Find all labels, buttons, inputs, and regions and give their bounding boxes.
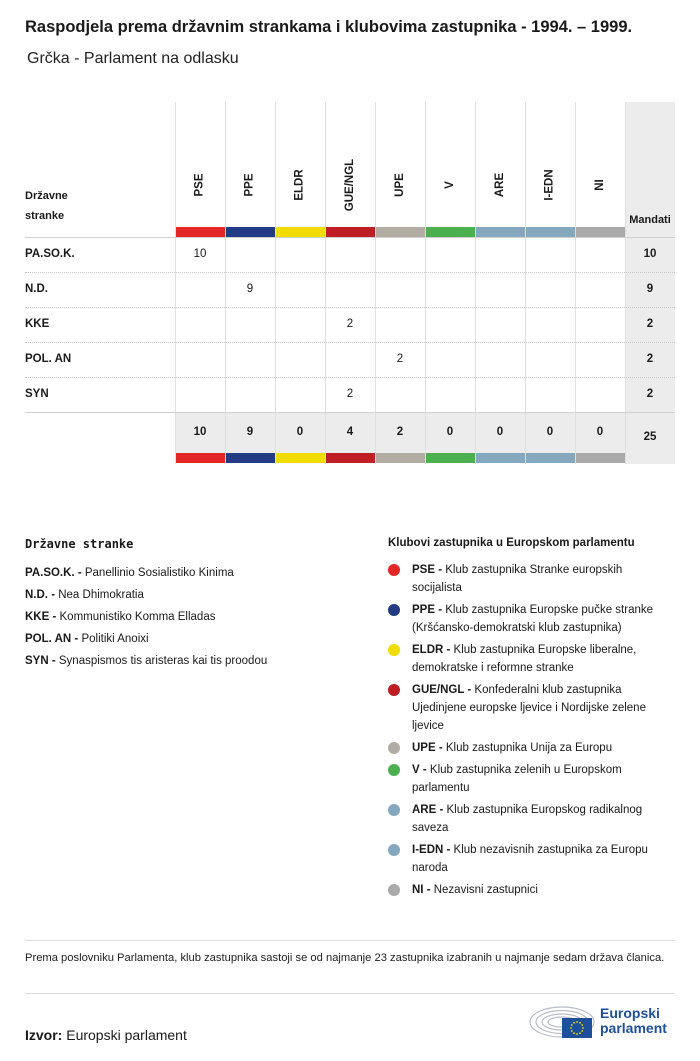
group-full-name: Klub zastupnika Europskog radikalnog saveza <box>412 804 643 834</box>
row-party-name: PA.SO.K. <box>25 248 75 260</box>
group-full-name: Nezavisni zastupnici <box>433 884 538 896</box>
group-legend-item <box>388 761 675 797</box>
table-cell: 2 <box>346 318 354 330</box>
group-color-dot <box>388 804 400 816</box>
column-header <box>525 150 575 220</box>
source-label: Izvor: <box>25 1027 63 1043</box>
group-full-name: Klub zastupnika Europske pučke stranke (Kršćansko-demokratski klub zastupnika) <box>412 604 654 634</box>
group-abbr: UPE - <box>412 742 443 754</box>
europarl-logo <box>528 1002 678 1042</box>
table-cell: 2 <box>346 388 354 400</box>
party-legend-item <box>25 562 355 584</box>
party-abbr: SYN - <box>25 655 56 667</box>
column-header <box>375 150 425 220</box>
row-total: 9 <box>646 283 654 295</box>
party-legend-item <box>25 650 355 672</box>
party-legend-item <box>25 584 355 606</box>
party-legend-item <box>25 606 355 628</box>
group-color-dot <box>388 742 400 754</box>
group-full-name: Klub zastupnika zelenih u Europskom parlamentu <box>412 764 622 794</box>
column-header <box>325 150 375 220</box>
group-full-name: Klub zastupnika Unija za Europu <box>445 742 613 754</box>
group-colorbar-top <box>426 227 475 237</box>
column-header-label: NI <box>594 179 606 191</box>
table-cell: 10 <box>193 248 207 260</box>
group-color-dot <box>388 884 400 896</box>
party-full-name: Politiki Anoixi <box>81 633 149 645</box>
group-colorbar-top <box>276 227 325 237</box>
group-abbr: ARE - <box>412 804 444 816</box>
group-colorbar-top <box>176 227 225 237</box>
row-total: 10 <box>643 248 657 260</box>
row-party-name: KKE <box>25 318 50 330</box>
group-legend-item <box>388 561 675 597</box>
group-legend-item <box>388 641 675 677</box>
group-colorbar-bottom <box>426 453 475 463</box>
column-header-label: I-EDN <box>544 169 556 201</box>
distribution-table <box>25 102 675 464</box>
group-legend-item <box>388 601 675 637</box>
column-header-label: GUE/NGL <box>344 158 357 212</box>
table-cell: 9 <box>246 283 254 295</box>
group-abbr: PPE - <box>412 604 443 616</box>
group-legend-item <box>388 881 675 899</box>
group-colorbar-bottom <box>576 453 625 463</box>
column-total: 2 <box>396 426 404 438</box>
row-total: 2 <box>646 318 654 330</box>
group-full-name: Klub nezavisnih zastupnika za Europu naroda <box>412 844 648 874</box>
group-colorbar-bottom <box>326 453 375 463</box>
row-header-label: Državne stranke <box>25 190 68 222</box>
group-full-name: Klub zastupnika Stranke europskih socijalista <box>412 564 623 594</box>
column-header-label: ELDR <box>294 169 306 201</box>
group-color-dot <box>388 684 400 696</box>
column-header <box>475 150 525 220</box>
party-full-name: Nea Dhimokratia <box>58 589 144 601</box>
row-divider <box>25 342 675 343</box>
logo-line-1: Europski <box>600 1005 660 1021</box>
group-abbr: I-EDN - <box>412 844 451 856</box>
party-abbr: N.D. - <box>25 589 56 601</box>
flag-star <box>579 1022 581 1024</box>
party-abbr: PA.SO.K. - <box>25 567 82 579</box>
grand-total: 25 <box>643 431 657 443</box>
page-subtitle: Grčka - Parlament na odlasku <box>27 50 239 67</box>
column-header-label: PSE <box>193 173 206 197</box>
column-header-label: V <box>443 181 456 189</box>
group-full-name: Konfederalni klub zastupnika Ujedinjene europske ljevice i Nordijske zelene ljevice <box>412 684 646 732</box>
group-abbr: GUE/NGL - <box>412 684 472 696</box>
flag-star <box>582 1027 584 1029</box>
group-color-dot <box>388 644 400 656</box>
group-colorbar-top <box>326 227 375 237</box>
column-header <box>225 150 275 220</box>
source-value: Europski parlament <box>66 1027 187 1043</box>
party-abbr: POL. AN - <box>25 633 79 645</box>
group-color-dot <box>388 604 400 616</box>
group-colorbar-top <box>376 227 425 237</box>
flag-star <box>579 1032 581 1034</box>
column-total: 10 <box>193 426 207 438</box>
source <box>25 1027 187 1043</box>
flag-star <box>570 1027 572 1029</box>
flag-star <box>573 1022 575 1024</box>
column-total: 4 <box>346 426 354 438</box>
group-abbr: V - <box>412 764 427 776</box>
group-color-dot <box>388 764 400 776</box>
column-total: 9 <box>246 426 254 438</box>
flag-star <box>571 1024 573 1026</box>
total-header-label: Mandati <box>629 214 671 226</box>
party-full-name: Kommunistiko Komma Elladas <box>59 611 216 623</box>
group-colorbar-bottom <box>226 453 275 463</box>
group-legend <box>388 561 675 903</box>
column-header <box>575 150 625 220</box>
group-legend-item <box>388 801 675 837</box>
column-header-label: UPE <box>394 173 406 197</box>
party-full-name: Synaspismos tis aristeras kai tis proodou <box>58 655 268 667</box>
column-total: 0 <box>546 426 554 438</box>
group-colorbar-top <box>476 227 525 237</box>
row-total: 2 <box>646 388 654 400</box>
group-colorbar-top <box>526 227 575 237</box>
row-party-name: N.D. <box>25 283 48 295</box>
group-colorbar-bottom <box>526 453 575 463</box>
group-colorbar-top <box>226 227 275 237</box>
group-colorbar-bottom <box>476 453 525 463</box>
party-legend <box>25 562 355 672</box>
page-title: Raspodjela prema državnim strankama i klubovima zastupnika - 1994. – 1999. <box>25 18 633 36</box>
group-abbr: NI - <box>412 884 431 896</box>
row-divider <box>25 272 675 273</box>
group-colorbar-top <box>576 227 625 237</box>
group-full-name: Klub zastupnika Europske liberalne, demokratske i reformne stranke <box>412 644 637 674</box>
column-header-label: ARE <box>494 172 506 198</box>
group-legend-item <box>388 681 675 735</box>
group-color-dot <box>388 564 400 576</box>
column-total: 0 <box>296 426 304 438</box>
group-abbr: PSE - <box>412 564 443 576</box>
logo-text <box>600 1006 667 1036</box>
group-legend-item <box>388 841 675 877</box>
column-header-label: PPE <box>243 173 256 197</box>
column-total: 0 <box>596 426 604 438</box>
flag-star <box>573 1032 575 1034</box>
table-cell: 2 <box>396 353 404 365</box>
column-total: 0 <box>496 426 504 438</box>
column-header <box>425 150 475 220</box>
row-party-name: SYN <box>25 388 49 400</box>
group-abbr: ELDR - <box>412 644 451 656</box>
flag-star <box>576 1033 578 1035</box>
group-colorbar-bottom <box>276 453 325 463</box>
divider-top <box>25 940 675 941</box>
header-divider <box>25 237 675 238</box>
party-abbr: KKE - <box>25 611 57 623</box>
group-legend-item <box>388 739 675 757</box>
group-legend-title: Klubovi zastupnika u Europskom parlamentu <box>388 537 635 549</box>
group-colorbar-bottom <box>176 453 225 463</box>
party-full-name: Panellinio Sosialistiko Kinima <box>84 567 234 579</box>
group-color-dot <box>388 844 400 856</box>
flag-star <box>581 1030 583 1032</box>
group-colorbar-bottom <box>376 453 425 463</box>
row-total: 2 <box>646 353 654 365</box>
party-legend-title: Državne stranke <box>25 537 134 551</box>
logo-line-2: parlament <box>600 1020 667 1036</box>
divider-bottom <box>25 993 675 994</box>
row-party-name: POL. AN <box>25 353 72 365</box>
flag-star <box>576 1021 578 1023</box>
column-header <box>175 150 225 220</box>
hemicycle-flag-icon <box>528 1002 598 1042</box>
column-header <box>275 150 325 220</box>
column-total: 0 <box>446 426 454 438</box>
flag-star <box>571 1030 573 1032</box>
party-legend-item <box>25 628 355 650</box>
footnote: Prema poslovniku Parlamenta, klub zastupnika sastoji se od najmanje 23 zastupnika izabranih u najmanje sedam država članica. <box>25 952 665 964</box>
flag-star <box>581 1024 583 1026</box>
